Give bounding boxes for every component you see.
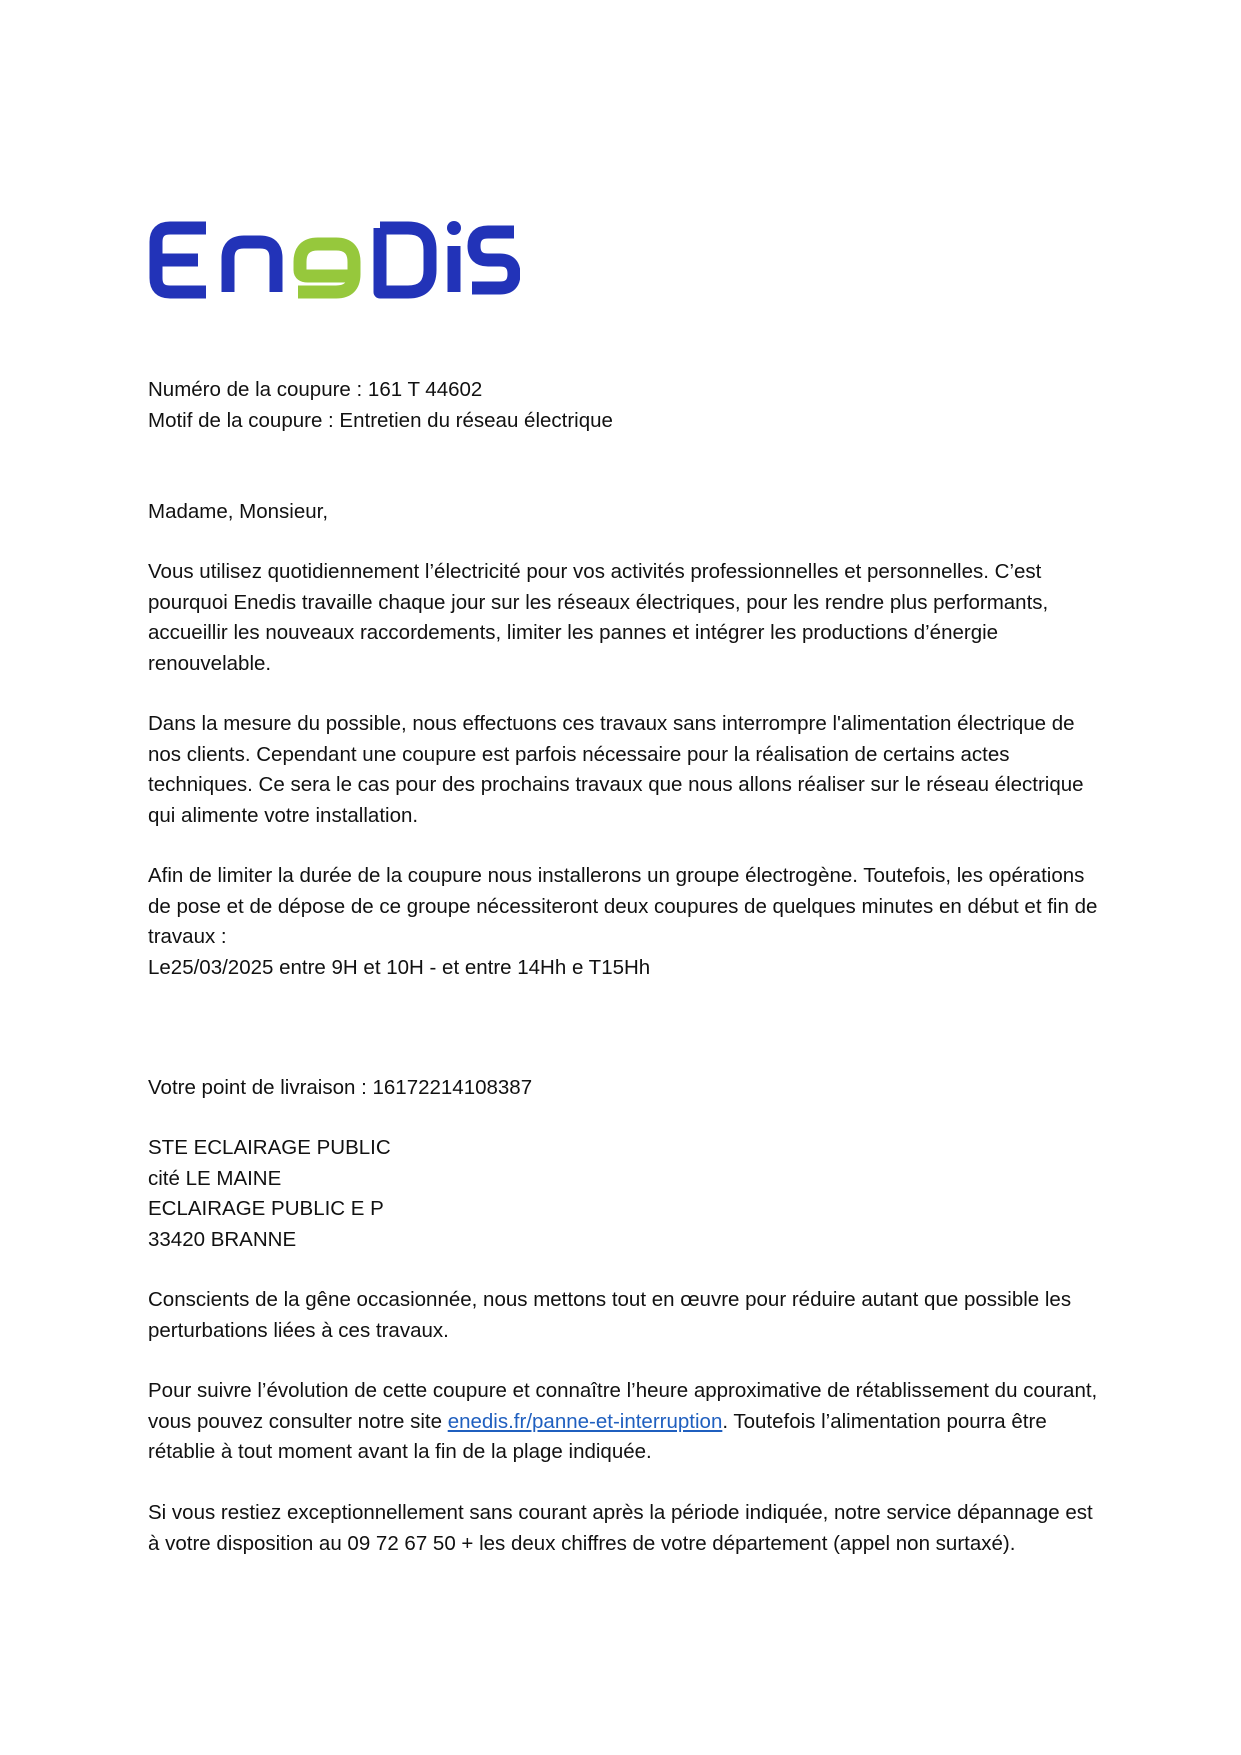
paragraph-follow-up bbox=[148, 1376, 1108, 1468]
address-block bbox=[148, 1133, 1108, 1255]
reference-block bbox=[148, 375, 1108, 436]
cut-schedule: Le25/03/2025 entre 9H et 10H - et entre 14Hh e T15Hh bbox=[148, 955, 651, 979]
cut-reason: Motif de la coupure : Entretien du réseau électrique bbox=[148, 408, 613, 432]
delivery-point: Votre point de livraison : 16172214108387 bbox=[148, 1076, 533, 1099]
paragraph-support: Si vous restiez exceptionnellement sans courant après la période indiquée, notre service dépannage est à votre disposition au 09 72 67 50 + les deux chiffres de votre département (appel non surtaxé). bbox=[148, 1501, 1093, 1555]
salutation: Madame, Monsieur, bbox=[148, 500, 329, 523]
generator-text: Afin de limiter la durée de la coupure nous installerons un groupe électrogène. Toutefois, les opérations de pose et de dépose de ce groupe nécessiteront deux coupures de quelques minutes en début et fin de travaux : bbox=[148, 864, 1098, 948]
paragraph-apology: Conscients de la gêne occasionnée, nous mettons tout en œuvre pour réduire autant que possible les perturbations liées à ces travaux. bbox=[148, 1288, 1072, 1342]
address-line: 33420 BRANNE bbox=[148, 1227, 297, 1251]
outage-info-link[interactable]: enedis.fr/panne-et-interruption bbox=[447, 1409, 723, 1433]
cut-number: Numéro de la coupure : 161 T 44602 bbox=[148, 378, 483, 401]
paragraph-generator bbox=[148, 861, 1108, 983]
paragraph-works: Dans la mesure du possible, nous effectuons ces travaux sans interrompre l'alimentation électrique de nos clients. Cependant une coupure est parfois nécessaire pour la réalisation de certains actes techniques. Ce sera le cas pour des prochains travaux que nous allons réaliser sur le réseau électrique qui alimente votre installation. bbox=[148, 712, 1084, 827]
address-line: cité LE MAINE bbox=[148, 1166, 282, 1190]
address-line: STE ECLAIRAGE PUBLIC bbox=[148, 1136, 391, 1159]
follow-up-text-before: Pour suivre l’évolution de cette coupure et connaître l’heure approximative de rétablissement du courant, vous pouvez consulter notre site bbox=[148, 1379, 1098, 1433]
follow-up-text-after: . Toutefois l’alimentation pourra être rétablie à tout moment avant la fin de la plage indiquée. bbox=[148, 1409, 1047, 1463]
paragraph-intro: Vous utilisez quotidiennement l’électricité pour vos activités professionnelles et personnelles. C’est pourquoi Enedis travaille chaque jour sur les réseaux électriques, pour les rendre plus performants, accueillir les nouveaux raccordements, limiter les pannes et intégrer les productions d’énergie renouvelable. bbox=[148, 560, 1049, 675]
address-line: ECLAIRAGE PUBLIC E P bbox=[148, 1197, 384, 1220]
enedis-logo bbox=[148, 218, 520, 302]
